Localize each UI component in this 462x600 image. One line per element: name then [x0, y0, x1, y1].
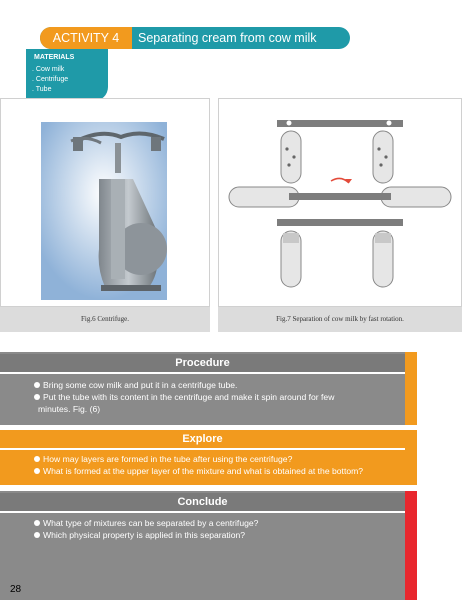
list-item	[34, 391, 404, 403]
materials-item: . Centrifuge	[32, 76, 69, 83]
list-item-text: Which physical property is applied in this separation?	[43, 530, 246, 540]
materials-item: . Cow milk	[32, 66, 65, 73]
conclude-section	[0, 491, 405, 600]
explore-divider	[0, 448, 405, 450]
bullet-icon	[34, 382, 40, 388]
list-item-text: Put the tube with its content in the centrifuge and make it spin around for few	[43, 392, 335, 402]
bullet-icon	[34, 394, 40, 400]
bullet-icon	[34, 520, 40, 526]
conclude-title: Conclude	[177, 496, 228, 508]
bullet-icon	[34, 532, 40, 538]
conclude-divider	[0, 511, 405, 513]
conclude-title-bar	[0, 493, 405, 511]
list-item-text: Bring some cow milk and put it in a centrifuge tube.	[43, 380, 238, 390]
centrifuge-illustration	[1, 99, 209, 306]
procedure-title: Procedure	[175, 357, 230, 369]
conclude-edge	[405, 491, 417, 600]
milk-separation-diagram	[219, 99, 461, 306]
list-item	[34, 529, 404, 541]
figure-6-caption: Fig.6 Centrifuge.	[0, 307, 210, 332]
materials-heading: MATERIALS	[34, 54, 75, 61]
figure-7-caption: Fig.7 Separation of cow milk by fast rotation.	[218, 307, 462, 332]
bullet-icon	[34, 468, 40, 474]
procedure-divider	[0, 372, 405, 374]
list-item	[34, 453, 404, 465]
explore-edge	[405, 430, 417, 485]
explore-title: Explore	[182, 433, 223, 445]
list-item-text: How may layers are formed in the tube after using the centrifuge?	[43, 454, 293, 464]
activity-label: ACTIVITY 4	[40, 27, 132, 49]
figure-6-frame	[0, 98, 210, 307]
list-item-text: What is formed at the upper layer of the mixture and what is obtained at the bottom?	[43, 466, 364, 476]
explore-title-bar	[0, 430, 405, 448]
list-item	[34, 517, 404, 529]
materials-item: . Tube	[32, 86, 52, 93]
bullet-icon	[34, 456, 40, 462]
list-item-continued: minutes. Fig. (6)	[38, 404, 101, 414]
page-number: 28	[10, 584, 22, 595]
list-item-text: What type of mixtures can be separated by a centrifuge?	[43, 518, 259, 528]
list-item	[34, 379, 404, 391]
activity-title: Separating cream from cow milk	[138, 31, 317, 45]
procedure-title-bar	[0, 354, 405, 372]
materials-box	[26, 49, 108, 101]
list-item	[34, 465, 404, 477]
figure-7-frame	[218, 98, 462, 307]
